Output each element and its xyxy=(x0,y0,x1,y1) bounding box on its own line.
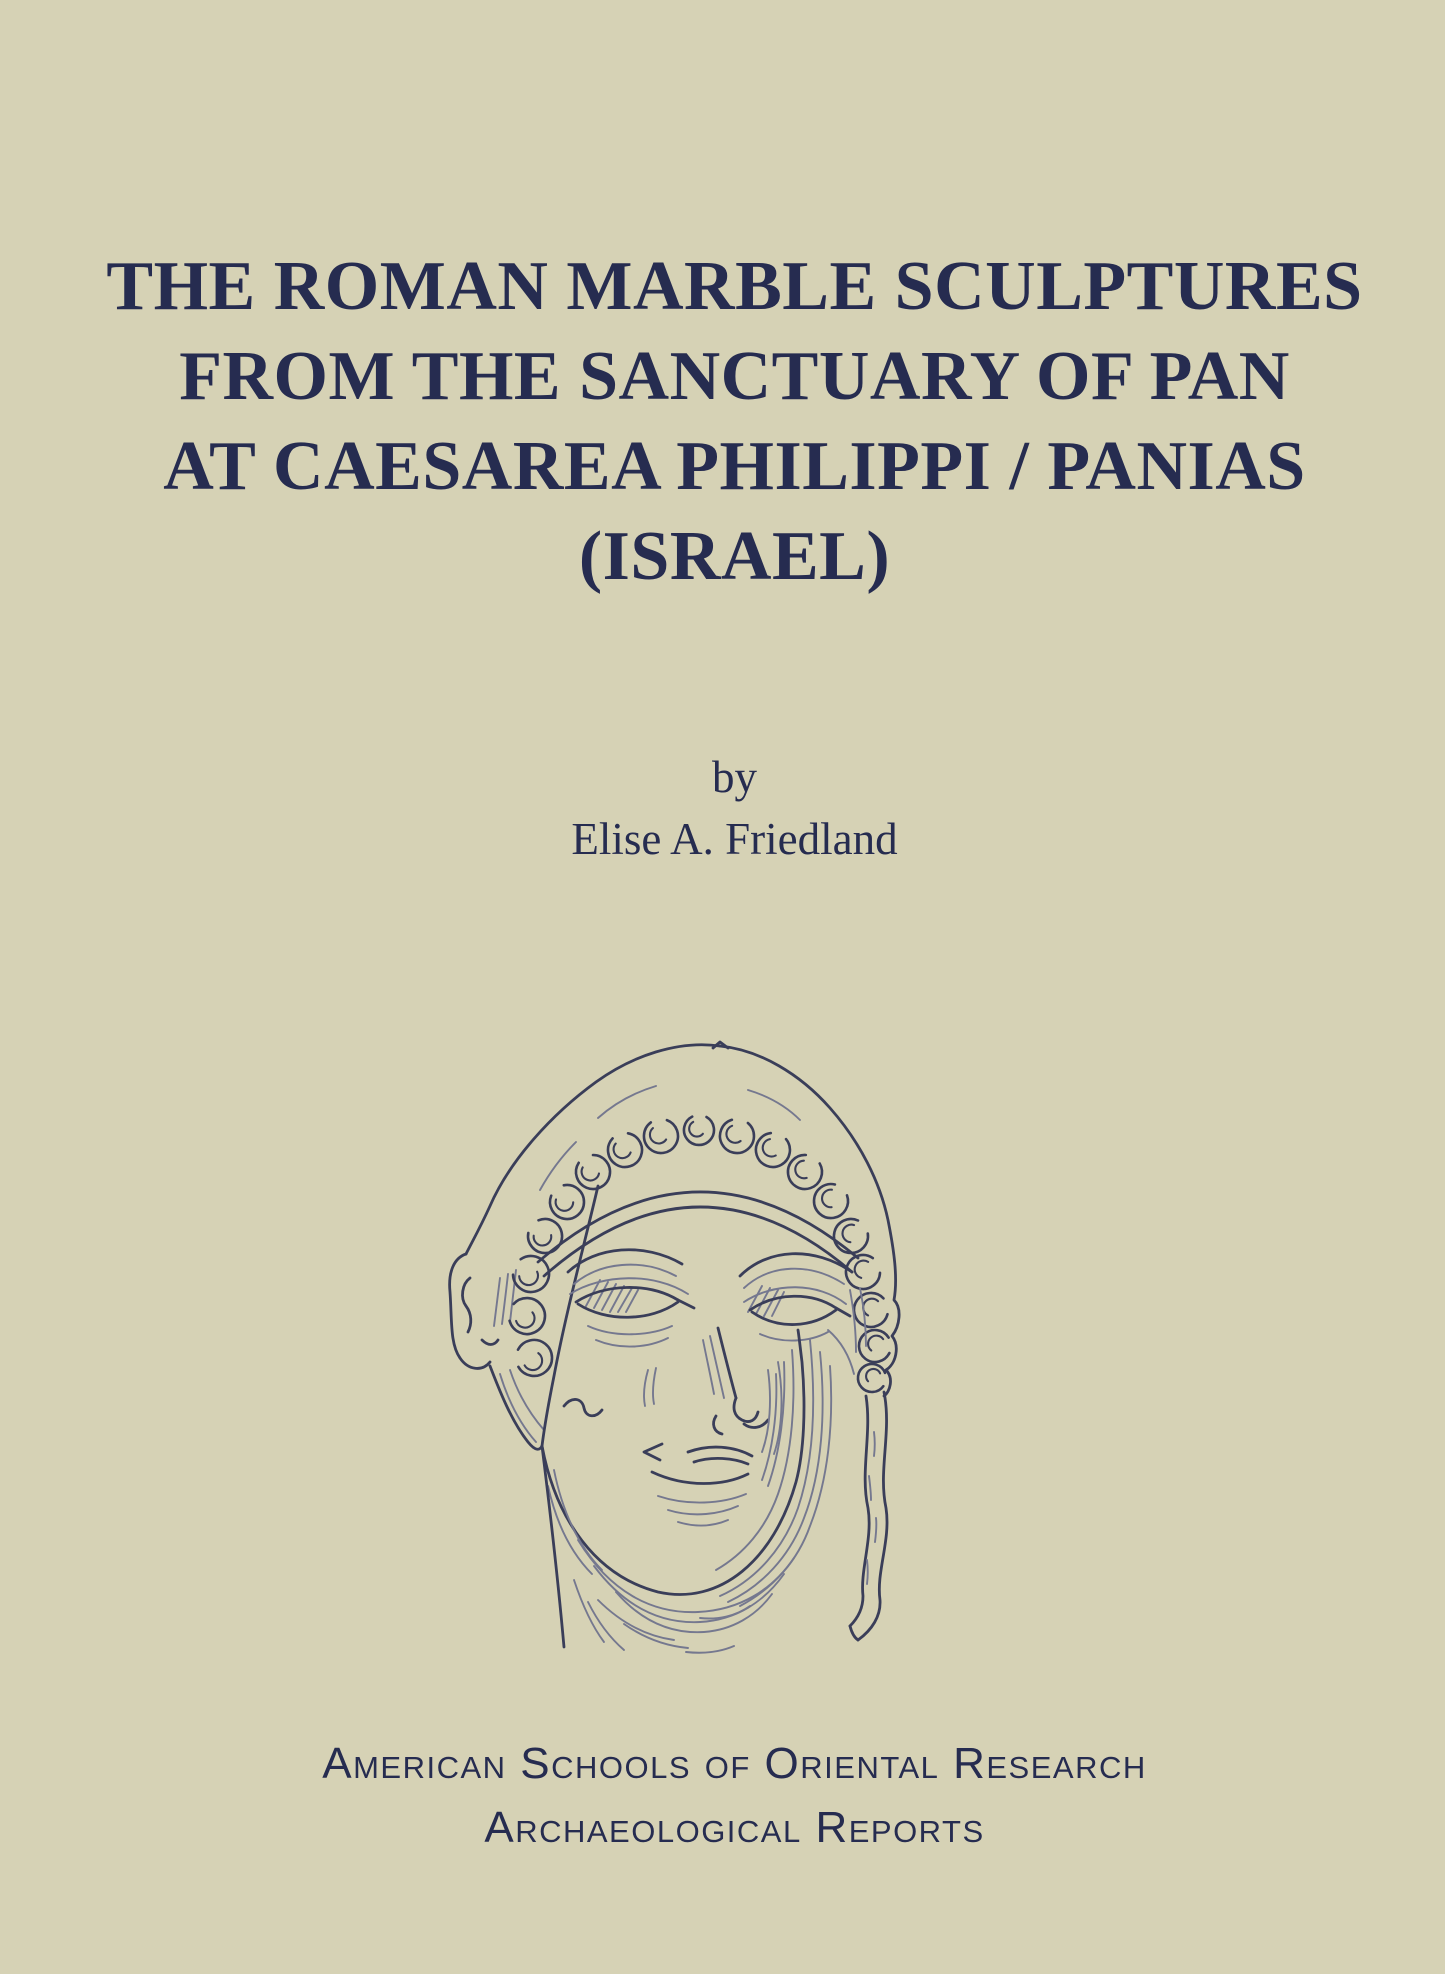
author-name: Elise A. Friedland xyxy=(571,814,898,864)
title-line-1: THE ROMAN MARBLE SCULPTURES xyxy=(106,248,1363,325)
title-line-3: AT CAESAREA PHILIPPI / PANIAS xyxy=(163,428,1306,505)
publisher-line-1: American Schools of Oriental Research xyxy=(322,1739,1147,1788)
marble-head-line-drawing-illustration xyxy=(448,1040,908,1662)
title-line-4: (ISRAEL) xyxy=(578,518,891,595)
title-line-2: FROM THE SANCTUARY OF PAN xyxy=(179,338,1290,415)
byline xyxy=(12,746,1445,870)
publisher-imprint xyxy=(12,1732,1445,1860)
byline-prefix: by xyxy=(712,752,757,802)
publisher-line-2: Archaeological Reports xyxy=(484,1803,985,1852)
book-title xyxy=(0,242,1445,602)
hair-curl-row xyxy=(510,1117,890,1392)
